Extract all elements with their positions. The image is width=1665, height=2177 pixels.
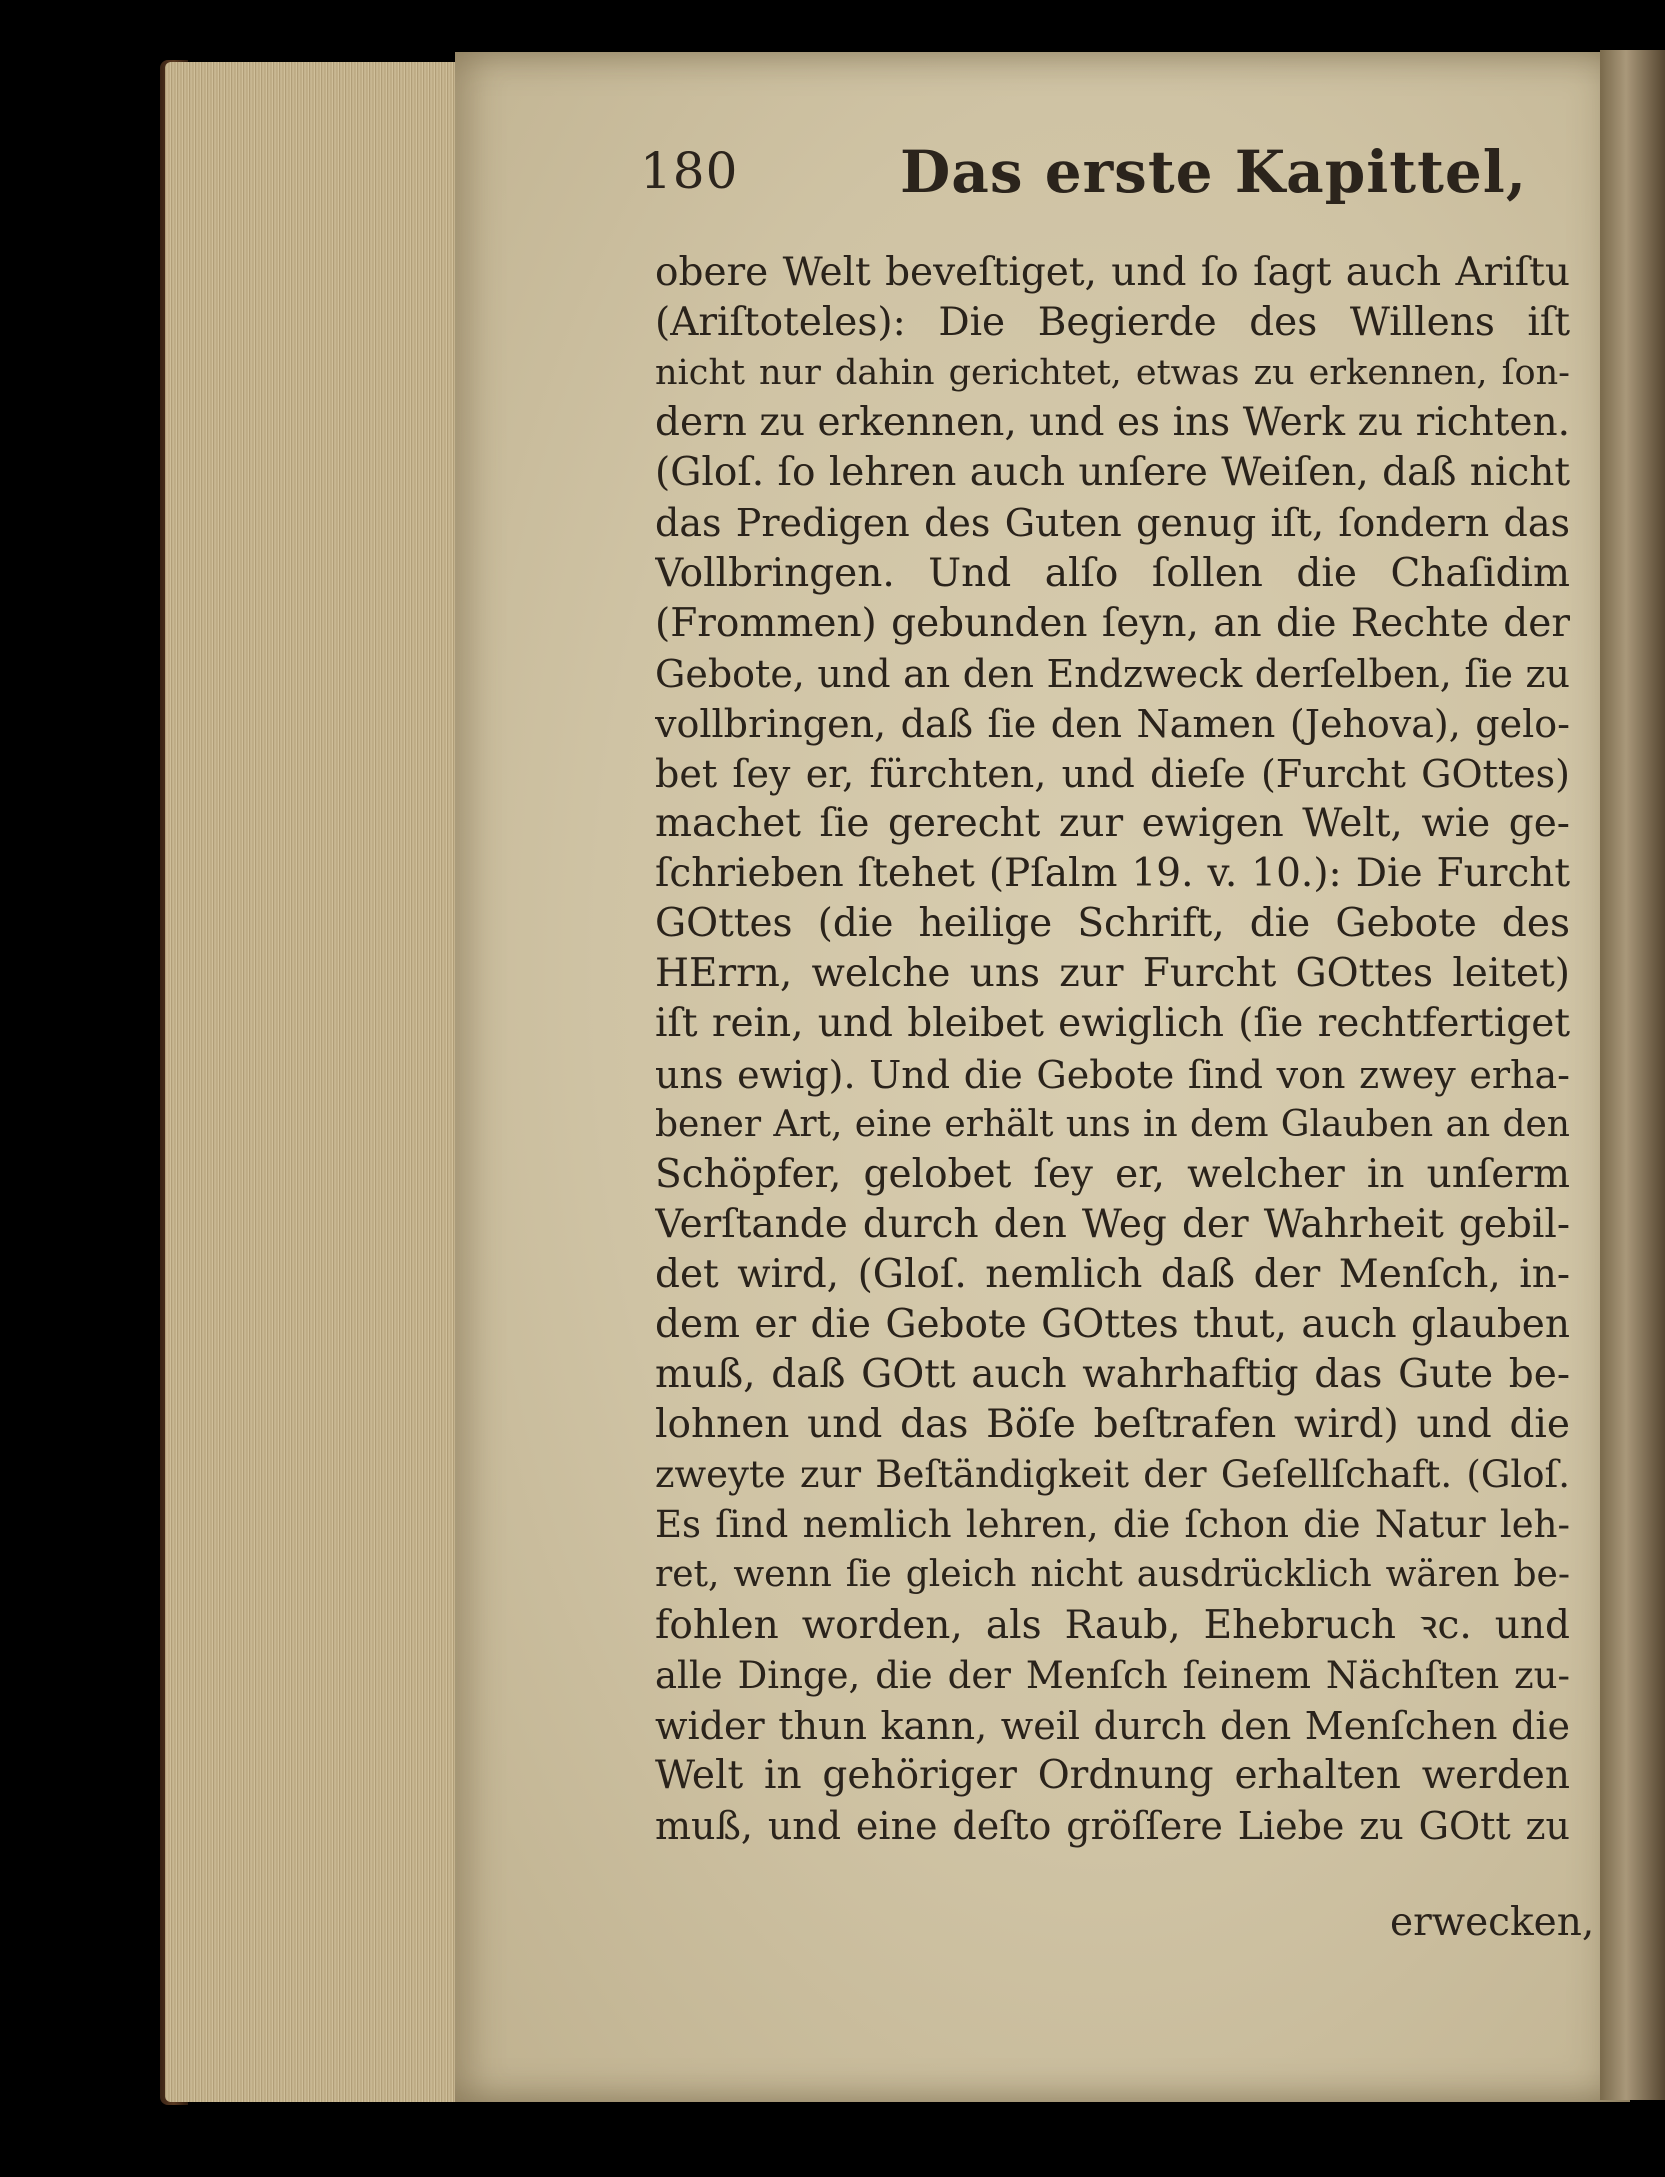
- page-edges: [165, 62, 465, 2102]
- text-line: (Ariſtoteles): Die Begierde des Willens iſt: [655, 300, 1570, 346]
- text-line: machet ſie gerecht zur ewigen Welt, wie ge-: [655, 801, 1570, 847]
- text-line: muß, daß GOtt auch wahrhaftig das Gute be-: [655, 1352, 1570, 1398]
- text-line: GOttes (die heilige Schrift, die Gebote des: [655, 901, 1570, 947]
- body-text: [655, 248, 1570, 1851]
- text-line: Schöpfer, gelobet ſey er, welcher in unſerm: [655, 1151, 1570, 1197]
- text-line: ſchrieben ſtehet (Pſalm 19. v. 10.): Die Furcht: [655, 851, 1570, 897]
- text-line: bener Art, eine erhält uns in dem Glauben an den: [655, 1103, 1570, 1145]
- text-line: Gebote, und an den Endzweck derſelben, ſie zu: [655, 651, 1570, 696]
- catchword: erwecken,: [1390, 1900, 1595, 1945]
- text-line: Welt in gehöriger Ordnung erhalten werden: [655, 1752, 1570, 1798]
- text-line: Es ſind nemlich lehren, die ſchon die Natur leh-: [655, 1503, 1570, 1547]
- text-line: ret, wenn ſie gleich nicht ausdrücklich wären be-: [655, 1554, 1570, 1596]
- page-header: [640, 138, 1600, 218]
- text-line: zweyte zur Beſtändigkeit der Geſellſchaft. (Gloſ.: [655, 1453, 1570, 1497]
- text-line: HErrn, welche uns zur Furcht GOttes leitet): [655, 951, 1570, 997]
- text-line: obere Welt beveſtiget, und ſo ſagt auch Ariſtu: [655, 250, 1570, 295]
- facing-page-edge: [1600, 50, 1665, 2100]
- text-line: vollbringen, daß ſie den Namen (Jehova), gelo-: [655, 701, 1570, 746]
- text-line: det wird, (Gloſ. nemlich daß der Menſch, in-: [655, 1251, 1570, 1297]
- text-line: muß, und eine deſto gröſſere Liebe zu GOtt zu: [655, 1803, 1570, 1848]
- running-head: Das erste Kapittel,: [900, 138, 1528, 206]
- text-line: iſt rein, und bleibet ewiglich (ſie rechtfertiget: [655, 1001, 1570, 1047]
- text-line: dern zu erkennen, und es ins Werk zu richten.: [655, 400, 1570, 446]
- text-line: Verſtande durch den Weg der Wahrheit gebil-: [655, 1201, 1570, 1247]
- text-line: fohlen worden, als Raub, Ehebruch ꝛc. und: [655, 1602, 1570, 1648]
- text-line: dem er die Gebote GOttes thut, auch glauben: [655, 1301, 1570, 1347]
- text-line: das Predigen des Guten genug iſt, ſondern das: [655, 501, 1570, 546]
- text-line: (Frommen) gebunden ſeyn, an die Rechte der: [655, 600, 1570, 646]
- text-line: alle Dinge, die der Menſch ſeinem Nächſten zu-: [655, 1653, 1570, 1697]
- text-line: bet ſey er, fürchten, und dieſe (Furcht GOttes): [655, 751, 1570, 796]
- text-line: lohnen und das Böſe beſtrafen wird) und die: [655, 1402, 1570, 1448]
- text-line: nicht nur dahin gerichtet, etwas zu erkennen, ſon-: [655, 353, 1570, 394]
- text-line: wider thun kann, weil durch den Menſchen die: [655, 1703, 1570, 1748]
- text-line: Vollbringen. Und alſo ſollen die Chaſidim: [655, 550, 1570, 596]
- text-line: uns ewig). Und die Gebote ſind von zwey erha-: [655, 1052, 1570, 1097]
- text-line: (Gloſ. ſo lehren auch unſere Weiſen, daß nicht: [655, 450, 1570, 496]
- page-number: 180: [640, 142, 739, 200]
